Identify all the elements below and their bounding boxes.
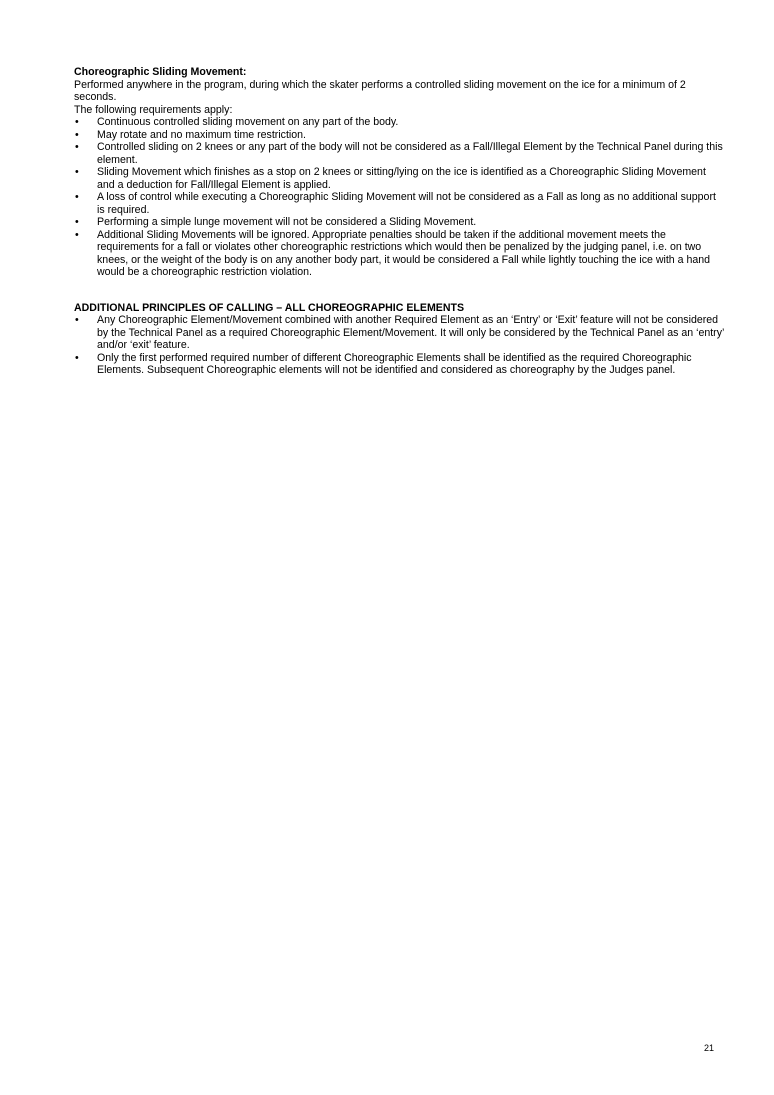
list-item [74,129,724,142]
bullet-icon: • [75,128,79,141]
list-item-text: Continuous controlled sliding movement on any part of the body. [97,116,399,128]
list-item [74,166,724,191]
bullet-icon: • [75,166,79,178]
list-item-text: May rotate and no maximum time restriction. [97,128,307,141]
bullet-icon: • [75,191,79,203]
bullet-icon: • [75,314,79,326]
section-heading: Choreographic Sliding Movement: [74,66,247,78]
bullet-icon: • [75,141,79,153]
list-item-text: Any Choreographic Element/Movement combined with another Required Element as an ‘Entry’ or ‘Exit’ feature will not be considered by the Technical Panel as a required Choreographic Element/Movement. It will only be considered by the Technical Panel as an ‘entry’ and/or ‘exit’ feature. [97,314,724,351]
page-content [74,66,724,377]
list-item-text: Sliding Movement which finishes as a stop on 2 knees or sitting/lying on the ice is identified as a Choreographic Sliding Movement and a deduction for Fall/Illegal Element is applied. [97,166,706,191]
list-item-text: Performing a simple lunge movement will not be considered a Sliding Movement. [97,216,477,228]
bullet-icon: • [75,351,79,364]
page-number: 21 [704,1043,715,1053]
list-item-text: Additional Sliding Movements will be ignored. Appropriate penalties should be taken if the additional movement meets the requirements for a fall or violates other choreographic restrictions which would then be penalized by the judging panel, i.e. on two knees, or the weight of the body is on any another body part, it would be considered a Fall while lightly touching the ice with a hand would be a choreographic restriction violation. [97,228,711,278]
list-item [74,116,724,129]
requirements-list [74,116,724,279]
section-additional-principles [74,302,724,377]
list-item [74,216,724,229]
list-item-text: A loss of control while executing a Choreographic Sliding Movement will not be considered as a Fall as long as no additional support is required. [97,191,716,216]
bullet-icon: • [75,216,79,228]
list-item [74,191,724,216]
list-item [74,141,724,166]
bullet-icon: • [75,228,79,241]
intro-paragraph: Performed anywhere in the program, during which the skater performs a controlled sliding movement on the ice for a minimum of 2 seconds. [74,78,686,103]
bullet-icon: • [75,116,79,128]
principles-list [74,314,724,377]
section-heading: ADDITIONAL PRINCIPLES OF CALLING – ALL CHOREOGRAPHIC ELEMENTS [74,301,465,314]
intro-paragraph: The following requirements apply: [74,103,233,116]
section-spacer [74,279,724,302]
list-item [74,314,724,352]
list-item [74,352,724,377]
list-item [74,229,724,279]
list-item-text: Controlled sliding on 2 knees or any part of the body will not be considered as a Fall/Illegal Element by the Technical Panel during this element. [97,141,723,166]
list-item-text: Only the first performed required number of different Choreographic Elements shall be identified as the required Choreographic Elements. Subsequent Choreographic elements will not be identified and considered as choreography by the Judges panel. [97,351,692,376]
section-sliding-movement [74,66,724,279]
